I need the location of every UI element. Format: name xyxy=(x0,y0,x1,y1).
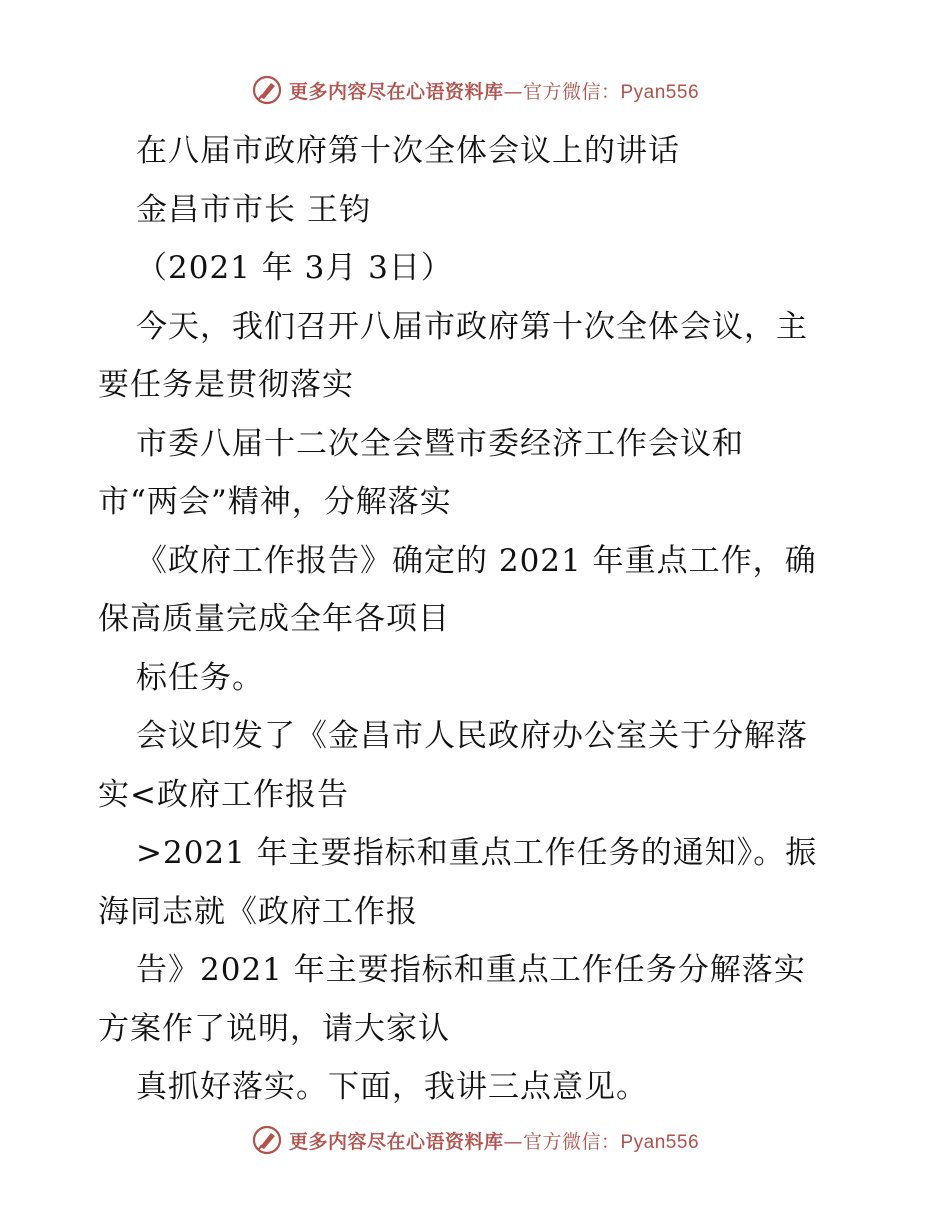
document-body xyxy=(98,122,868,1117)
banner-account-id: Pyan556 xyxy=(620,1131,700,1153)
banner-site-name: 更多内容尽在心语资料库 xyxy=(288,1130,504,1153)
paragraph-line: 实<政府工作报告 xyxy=(98,776,349,813)
paragraph-line: 保高质量完成全年各项目 xyxy=(98,601,450,637)
header-banner xyxy=(0,70,950,110)
banner-text xyxy=(289,1127,699,1154)
banner-separator: — xyxy=(503,1130,523,1153)
banner-account-label: 官方微信： xyxy=(522,80,621,103)
paragraph-line: 方案作了说明，请大家认 xyxy=(98,1010,450,1047)
banner-account-id: Pyan556 xyxy=(620,81,700,103)
paragraph-line: 市“两会”精神，分解落实 xyxy=(98,484,452,520)
banner-text xyxy=(289,77,699,104)
banner-account-label: 官方微信： xyxy=(522,1130,621,1153)
paragraph-line: 真抓好落实。下面，我讲三点意见。 xyxy=(136,1069,648,1105)
quill-pen-logo-icon xyxy=(251,74,283,106)
document-date: （2021 年 3月 3日） xyxy=(136,250,453,286)
paragraph-line: 要任务是贯彻落实 xyxy=(98,367,354,403)
paragraph-line: 标任务。 xyxy=(136,659,264,696)
paragraph-line: 会议印发了《金昌市人民政府办公室关于分解落 xyxy=(136,718,808,754)
paragraph-line: 海同志就《政府工作报 xyxy=(98,893,418,930)
banner-separator: — xyxy=(503,80,523,103)
banner-site-name: 更多内容尽在心语资料库 xyxy=(288,80,504,103)
document-author: 金昌市市长 王钧 xyxy=(136,191,371,228)
paragraph-line: 告》2021 年主要指标和重点工作任务分解落实 xyxy=(136,952,806,988)
paragraph-line: 今天，我们召开八届市政府第十次全体会议，主 xyxy=(136,308,808,345)
paragraph-line: 市委八届十二次全会暨市委经济工作会议和 xyxy=(136,425,744,462)
footer-banner xyxy=(0,1120,950,1160)
document-title: 在八届市政府第十次全体会议上的讲话 xyxy=(136,133,680,169)
paragraph-line: 《政府工作报告》确定的 2021 年重点工作，确 xyxy=(136,542,817,579)
paragraph-line: >2021 年主要指标和重点工作任务的通知》。振 xyxy=(136,835,818,871)
quill-pen-logo-icon xyxy=(251,1124,283,1156)
